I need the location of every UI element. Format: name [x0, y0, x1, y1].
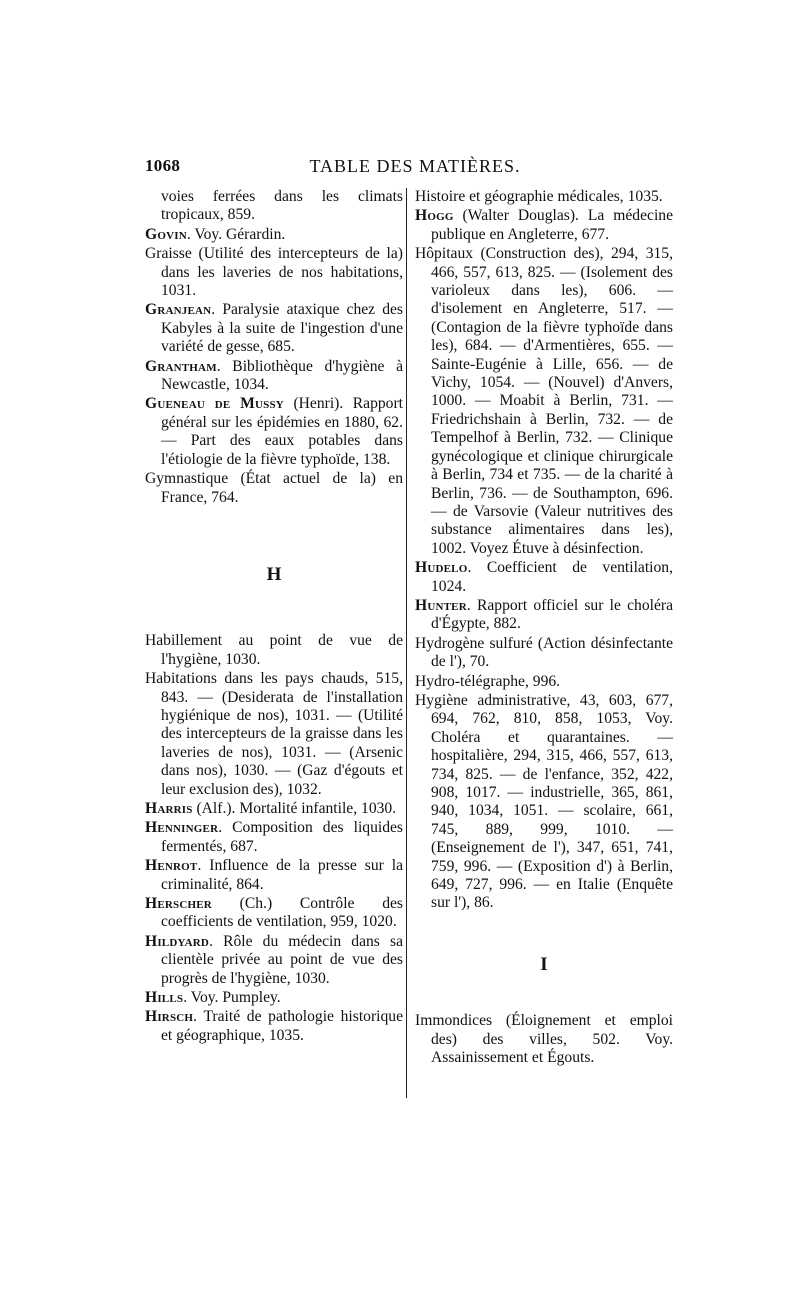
index-entry [145, 188, 403, 225]
index-entry [145, 358, 403, 395]
entry-text: Hydro-télégraphe, 996. [415, 672, 561, 690]
index-entry [415, 559, 673, 596]
entry-text: . Voy. Pumpley. [183, 989, 281, 1007]
entry-text: . Bibliothèque d'hygiène à Newcastle, 1034. [161, 357, 403, 394]
right-column [415, 188, 673, 1068]
index-entries-g [145, 188, 403, 507]
entry-text: Contrôle des coefficients de ventilation, 959, 1020. [161, 895, 403, 931]
index-entry [145, 301, 403, 356]
entry-text: . Rapport officiel sur le choléra d'Égypte, 882. [431, 596, 673, 633]
entry-author-name: Hunter [415, 596, 467, 614]
index-entry [145, 226, 403, 244]
entry-author-name: Granjean [145, 301, 212, 319]
index-entry [145, 470, 403, 507]
entry-text: . La médecine publique en Angleterre, 677. [431, 207, 673, 243]
entry-author-name: Grantham [145, 357, 217, 375]
index-entry [145, 933, 403, 988]
entry-text: . Mortalité infantile, 1030. [231, 799, 397, 817]
entry-text: . Rapport général sur les épidémies en 1880, 62. — Part des eaux potables dans l'étiologie de la fièvre typhoïde, 138. [161, 395, 403, 468]
index-entry [415, 245, 673, 558]
index-entry [145, 1008, 403, 1045]
entry-text: . Coefficient de ventilation, 1024. [431, 559, 673, 595]
index-entry [415, 1012, 673, 1067]
index-entry [145, 800, 403, 818]
entry-author-name: Herscher [145, 895, 212, 912]
entry-text: Histoire et géographie médicales, 1035. [415, 188, 663, 205]
entry-text: . Traité de pathologie historique et géographique, 1035. [161, 1008, 403, 1044]
entry-author-name: Hogg [415, 207, 454, 225]
entry-author-name: Henrot [145, 857, 198, 875]
entry-author-name: Hills [145, 989, 184, 1007]
index-entry [415, 635, 673, 672]
entry-text: . Voy. Gérardin. [186, 225, 286, 243]
index-entry [145, 632, 403, 669]
entry-author-name: Henninger [145, 819, 219, 837]
section-letter-h: H [266, 563, 282, 585]
left-column [145, 188, 403, 1046]
entry-author-name: Hudelo [415, 559, 468, 577]
entry-author-name: Govin [145, 225, 187, 243]
index-entry [415, 188, 673, 206]
entry-text: . Paralysie ataxique chez des Kabyles à la suite de l'ingestion d'une variété de gesse, 685. [161, 301, 403, 356]
entry-text: Immondices (Éloignement et emploi des) des villes, 502. Voy. Assainissement et Égouts. [415, 1012, 673, 1067]
index-entry [145, 670, 403, 799]
running-title: TABLE DES MATIÈRES. [309, 156, 521, 176]
entry-author-name: Hildyard [145, 932, 210, 950]
index-entry [415, 597, 673, 634]
section-letter-i: I [540, 953, 548, 975]
entry-author-initials: (Walter Douglas) [453, 207, 576, 225]
index-entry [415, 692, 673, 913]
entry-author-name: Gueneau de Mussy [145, 395, 284, 413]
index-entries-h-left [145, 632, 403, 1045]
index-entries-i [415, 1012, 673, 1067]
index-entry [145, 245, 403, 300]
index-entry [415, 673, 673, 691]
page-header [145, 156, 665, 180]
index-entry [145, 989, 403, 1007]
entry-author-initials: (Ch.) [211, 895, 273, 912]
entry-text: Graisse (Utilité des intercepteurs de la) dans les laveries de nos habitations, 1031. [145, 245, 403, 300]
entry-text: . Composition des liquides fermentés, 687. [161, 819, 403, 855]
column-divider [406, 188, 407, 1098]
entry-author-initials: (Henri) [283, 395, 340, 413]
entry-text: . Rôle du médecin dans sa clientèle privée au point de vue des progrès de l'hygiène, 1030. [161, 932, 403, 987]
entry-text: Gymnastique (État actuel de la) en France, 764. [145, 470, 403, 506]
index-entry [145, 819, 403, 856]
entry-text: Hygiène administrative, 43, 603, 677, 694, 762, 810, 858, 1053, Voy. Choléra et quarantaines. — hospitalière, 294, 315, 466, 557, 613, 734, 825. — de l'enfance, 352, 422, 908, 1017. — industrielle, 365, 861, 940, 1034, 1051. — scolaire, 661, 745, 889, 999, 1010. — (Enseignement de l'), 347, 651, 741, 759, 996. — (Exposition d') à Berlin, 649, 727, 996. — en Italie (Enquête sur l'), 86. [415, 691, 673, 912]
index-entry [145, 857, 403, 894]
entry-text: Habillement au point de vue de l'hygiène, 1030. [145, 632, 403, 668]
entry-text: Hydrogène sulfuré (Action désinfectante de l'), 70. [415, 634, 673, 671]
entry-author-name: Hirsch [145, 1008, 194, 1026]
entry-text: . Influence de la presse sur la criminalité, 864. [161, 857, 403, 893]
index-entry [415, 207, 673, 244]
entry-text: voies ferrées dans les climats tropicaux, 859. [161, 188, 403, 224]
page-number: 1068 [145, 156, 181, 175]
index-entries-h-right [415, 188, 673, 913]
entry-text: Hôpitaux (Construction des), 294, 315, 466, 557, 613, 825. — (Isolement des varioleux dans les), 606. — d'isolement en Angleterre, 517. — (Contagion de la fièvre typhoïde dans les), 684. — d'Armentières, 655. — Sainte-Eugénie à Lille, 656. — de Vichy, 1054. — (Nouvel) d'Anvers, 1000. — Moabit à Berlin, 731. — Friedrichshain à Berlin, 732. — de Tempelhof à Berlin, 732. — Clinique gynécologique et clinique chirurgicale à Berlin, 734 et 735. — de la charité à Berlin, 736. — de Southampton, 696. — de Varsovie (Valeur nutritives des substance alimentaires dans les), 1002. Voyez Étuve à désinfection. [415, 245, 673, 557]
entry-author-name: Harris [145, 799, 193, 817]
entry-author-initials: (Alf.) [192, 799, 232, 817]
index-entry [145, 395, 403, 469]
entry-text: Habitations dans les pays chauds, 515, 843. — (Desiderata de l'installation hygiénique de nos), 1031. — (Utilité des intercepteurs de la graisse dans les laveries de nos), 1031. — (Arsenic dans nos), 1030. — (Gaz d'égouts et leur exclusion des), 1032. [145, 670, 403, 798]
index-entry [145, 895, 403, 932]
